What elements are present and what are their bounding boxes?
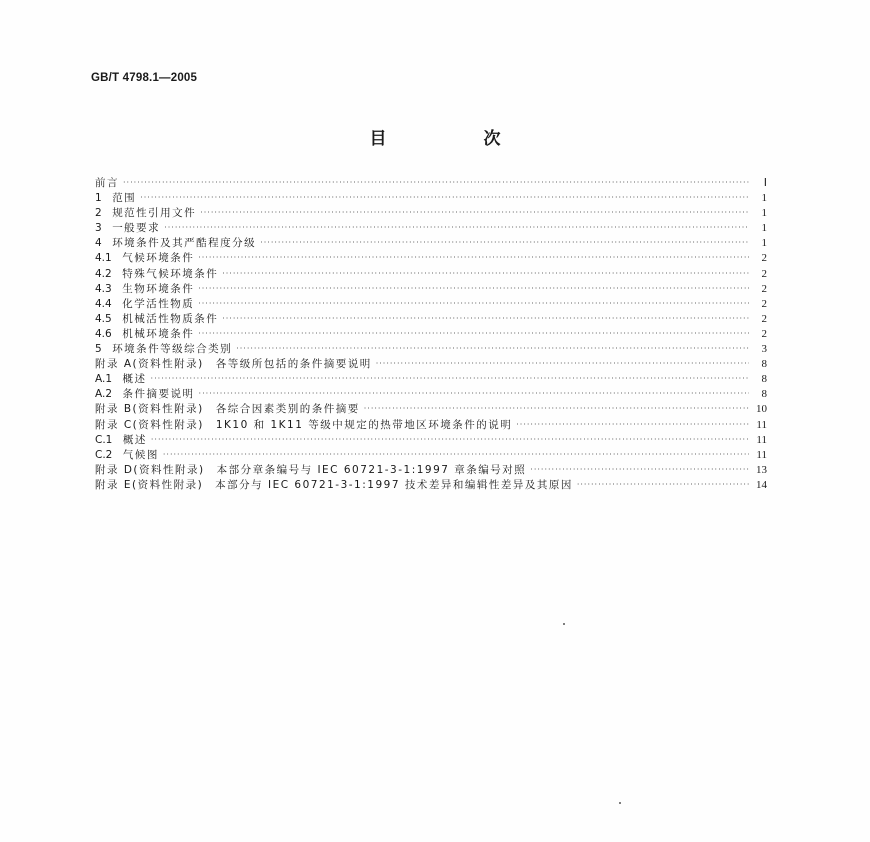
- toc-entry-label: 附录 B(资料性附录) 各综合因素类别的条件摘要: [95, 403, 360, 416]
- toc-leader-dots: [236, 341, 749, 356]
- toc-leader-dots: [222, 311, 749, 326]
- toc-leader-dots: [364, 401, 749, 416]
- toc-entry-page-number: 2: [761, 297, 767, 310]
- toc-leader-dots: [163, 447, 749, 462]
- toc-entry-label: 生物环境条件: [122, 282, 195, 295]
- toc-entry-page-number: 1: [761, 192, 767, 205]
- toc-entry-page-number: 11: [756, 433, 767, 446]
- toc-entry[interactable]: [95, 236, 767, 251]
- toc-leader-dots: [222, 266, 749, 281]
- toc-leader-dots: [151, 371, 749, 386]
- toc-entry-number: 5: [95, 343, 113, 356]
- toc-entry-number: 2: [95, 207, 113, 220]
- toc-entry-number: 4.5: [95, 312, 123, 325]
- toc-leader-dots: [577, 477, 749, 492]
- toc-entry[interactable]: [95, 312, 767, 327]
- toc-entry-page-number: 8: [761, 388, 767, 401]
- toc-entry[interactable]: [95, 191, 767, 206]
- toc-entry-label: 附录 C(资料性附录) 1K10 和 1K11 等级中规定的热带地区环境条件的说明: [95, 418, 513, 431]
- toc-entry-label: 规范性引用文件: [112, 207, 197, 220]
- toc-entry-number: 3: [95, 222, 113, 235]
- toc-entry-page-number: 3: [761, 343, 767, 356]
- toc-entry[interactable]: [95, 357, 767, 372]
- toc-entry-label: 环境条件等级综合类别: [112, 343, 233, 356]
- toc-entry-label: 附录 D(资料性附录) 本部分章条编号与 IEC 60721-3-1:1997 章条编号对照: [95, 463, 527, 476]
- toc-entry-page-number: 11: [756, 448, 767, 461]
- toc-leader-dots: [123, 175, 749, 190]
- toc-entry-label: 范围: [112, 192, 137, 205]
- toc-entry[interactable]: [95, 433, 767, 448]
- toc-entry[interactable]: [95, 402, 767, 417]
- toc-leader-dots: [198, 250, 749, 265]
- toc-entry[interactable]: [95, 387, 767, 402]
- toc-entry-number: A.2: [95, 388, 123, 401]
- toc-entry-label: 环境条件及其严酷程度分级: [112, 237, 257, 250]
- toc-leader-dots: [151, 432, 749, 447]
- toc-entry-number: 4: [95, 237, 113, 250]
- toc-entry[interactable]: [95, 327, 767, 342]
- toc-leader-dots: [376, 356, 749, 371]
- toc-entry-label: 气候环境条件: [122, 252, 195, 265]
- toc-entry[interactable]: [95, 221, 767, 236]
- toc-leader-dots: [198, 281, 749, 296]
- toc-entry-label: 附录 E(资料性附录) 本部分与 IEC 60721-3-1:1997 技术差异和编辑性差异及其原因: [95, 478, 573, 491]
- toc-entry-page-number: 2: [761, 267, 767, 280]
- toc-entry-page-number: 1: [761, 237, 767, 250]
- toc-entry-number: C.2: [95, 448, 123, 461]
- toc-leader-dots: [198, 296, 749, 311]
- toc-leader-dots: [260, 235, 749, 250]
- toc-entry-label: 附录 A(资料性附录) 各等级所包括的条件摘要说明: [95, 358, 372, 371]
- toc-entry-page-number: Ⅰ: [763, 177, 767, 189]
- toc-entry[interactable]: [95, 176, 767, 191]
- toc-entry-number: C.1: [95, 433, 123, 446]
- toc-entry-number: 4.3: [95, 282, 123, 295]
- toc-entry[interactable]: [95, 418, 767, 433]
- toc-entry[interactable]: [95, 448, 767, 463]
- toc-entry[interactable]: [95, 267, 767, 282]
- toc-entry-number: 4.1: [95, 252, 123, 265]
- toc-entry-label: 一般要求: [112, 222, 161, 235]
- toc-leader-dots: [140, 190, 749, 205]
- standard-code: GB/T 4798.1—2005: [91, 72, 198, 84]
- toc-entry-number: 4.2: [95, 267, 123, 280]
- toc-entry-number: 4.4: [95, 297, 123, 310]
- toc-entry-page-number: 8: [761, 358, 767, 371]
- toc-entry-label: 机械环境条件: [122, 327, 195, 340]
- toc-entry-label: 前言: [95, 177, 119, 189]
- toc-entry-page-number: 2: [761, 252, 767, 265]
- toc-entry-page-number: 8: [761, 373, 767, 386]
- toc-entry-page-number: 2: [761, 282, 767, 295]
- scan-speck: [563, 623, 565, 625]
- toc-entry-label: 概述: [122, 373, 147, 386]
- scan-speck: [619, 802, 621, 804]
- toc-entry-label: 气候图: [122, 448, 159, 461]
- toc-entry-label: 机械活性物质条件: [122, 312, 219, 325]
- toc-entry[interactable]: [95, 342, 767, 357]
- toc-entry-page-number: 1: [761, 222, 767, 235]
- toc-entry-page-number: 2: [761, 327, 767, 340]
- toc-entry-page-number: 13: [756, 463, 767, 476]
- toc-entry-number: A.1: [95, 373, 123, 386]
- toc-leader-dots: [530, 462, 749, 477]
- toc-entry-label: 特殊气候环境条件: [122, 267, 219, 280]
- toc-entry-label: 概述: [122, 433, 147, 446]
- toc-entry-page-number: 1: [761, 207, 767, 220]
- toc-entry[interactable]: [95, 297, 767, 312]
- toc-leader-dots: [199, 386, 749, 401]
- toc-entry[interactable]: [95, 251, 767, 266]
- toc-entry[interactable]: [95, 206, 767, 221]
- page-title: 目 次: [369, 129, 541, 149]
- toc-entry-page-number: 10: [756, 403, 767, 416]
- toc-entry[interactable]: [95, 282, 767, 297]
- toc-entry-number: 1: [95, 192, 113, 205]
- toc-entry-label: 条件摘要说明: [122, 388, 195, 401]
- toc-entry-page-number: 11: [756, 418, 767, 431]
- toc-entry[interactable]: [95, 372, 767, 387]
- toc-entry-page-number: 14: [756, 478, 767, 491]
- toc-entry[interactable]: [95, 463, 767, 478]
- toc-leader-dots: [516, 417, 749, 432]
- toc-leader-dots: [200, 205, 749, 220]
- toc-entry[interactable]: [95, 478, 767, 493]
- toc-entry-page-number: 2: [761, 312, 767, 325]
- toc-entry-number: 4.6: [95, 327, 123, 340]
- toc-entry-label: 化学活性物质: [122, 297, 195, 310]
- toc-leader-dots: [198, 326, 749, 341]
- table-of-contents: [95, 176, 767, 493]
- toc-leader-dots: [164, 220, 749, 235]
